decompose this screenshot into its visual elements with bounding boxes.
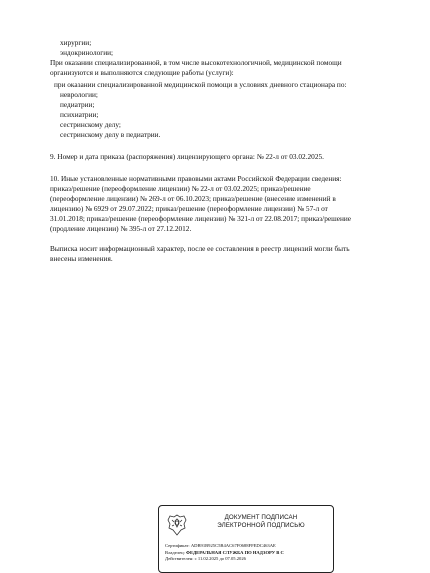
certificate-row: [165, 543, 333, 550]
emblem-icon: [165, 512, 189, 538]
certificate-label: Сертификат:: [165, 543, 190, 548]
item-9-text: 9. Номер и дата приказа (распоряжения) лицензирующего органа: № 22-л от 03.02.2025.: [50, 152, 324, 161]
note: [50, 244, 402, 264]
item-10-line: (продление лицензии) № 395-л от 27.12.2012.: [50, 223, 192, 233]
electronic-signature-stamp: [158, 505, 334, 573]
validity-row: [165, 556, 333, 563]
stamp-title-line: ДОКУМЕНТ ПОДПИСАН: [224, 514, 298, 521]
section-intro: [50, 58, 402, 78]
item-10-line: 10. Иные установленные нормативными правовыми актами Российской Федерации сведения:: [50, 174, 342, 183]
note-line: Выписка носит информационный характер, после ее составления в реестр лицензий могли быть: [50, 244, 350, 253]
item-10-line: 31.01.2018; приказ/решение (переоформление лицензии) № 321-л от 22.08.2017; приказ/решение: [50, 213, 351, 223]
stamp-details: [165, 543, 333, 563]
owner-label: Владелец:: [165, 549, 185, 555]
list-item: сестринскому делу;: [60, 119, 121, 129]
owner-row: [165, 550, 333, 557]
day-hospital-section: [50, 80, 402, 139]
item-9: [50, 152, 402, 162]
validity-value: с 11.02.2025 до 07.05.2026: [194, 556, 246, 562]
item-10-line: (переоформление лицензии) № 269-л от 06.10.2023; приказ/решение (внесение изменений в: [50, 193, 336, 203]
certificate-value: ADB91B925C5B4AC67F0688FFEDC463AE: [190, 543, 276, 548]
list-item: хирургии;: [60, 38, 92, 47]
intro-line: организуются и выполняются следующие работы (услуги):: [50, 67, 234, 77]
note-line: внесены изменения.: [50, 253, 113, 263]
top-list: [50, 38, 402, 58]
intro-line: При оказании специализированной, в том числе высокотехнологичной, медицинской помощи: [50, 58, 342, 67]
list-item: психиатрии;: [60, 109, 99, 119]
item-10-line: приказ/решение (переоформление лицензии) № 22-л от 03.02.2025; приказ/решение: [50, 183, 311, 193]
day-hospital-header: при оказании специализированной медицинской помощи в условиях дневного стационара по:: [54, 80, 347, 89]
list-item: эндокринологии;: [60, 47, 114, 57]
list-item: педиатрии;: [60, 99, 95, 109]
stamp-title-line: ЭЛЕКТРОННОЙ ПОДПИСЬЮ: [217, 522, 305, 529]
validity-label: Действителен:: [165, 556, 194, 562]
item-10: [50, 174, 402, 233]
owner-value: ФЕДЕРАЛЬНАЯ СЛУЖБА ПО НАДЗОРУ В С: [186, 549, 284, 555]
list-item: сестринскому делу в педиатрии.: [60, 129, 161, 139]
item-10-line: лицензию) № 6929 от 29.07.2022; приказ/решение (переоформление лицензии) № 57-л от: [50, 203, 328, 213]
list-item: неврологии;: [60, 89, 98, 99]
stamp-title: [189, 514, 333, 530]
